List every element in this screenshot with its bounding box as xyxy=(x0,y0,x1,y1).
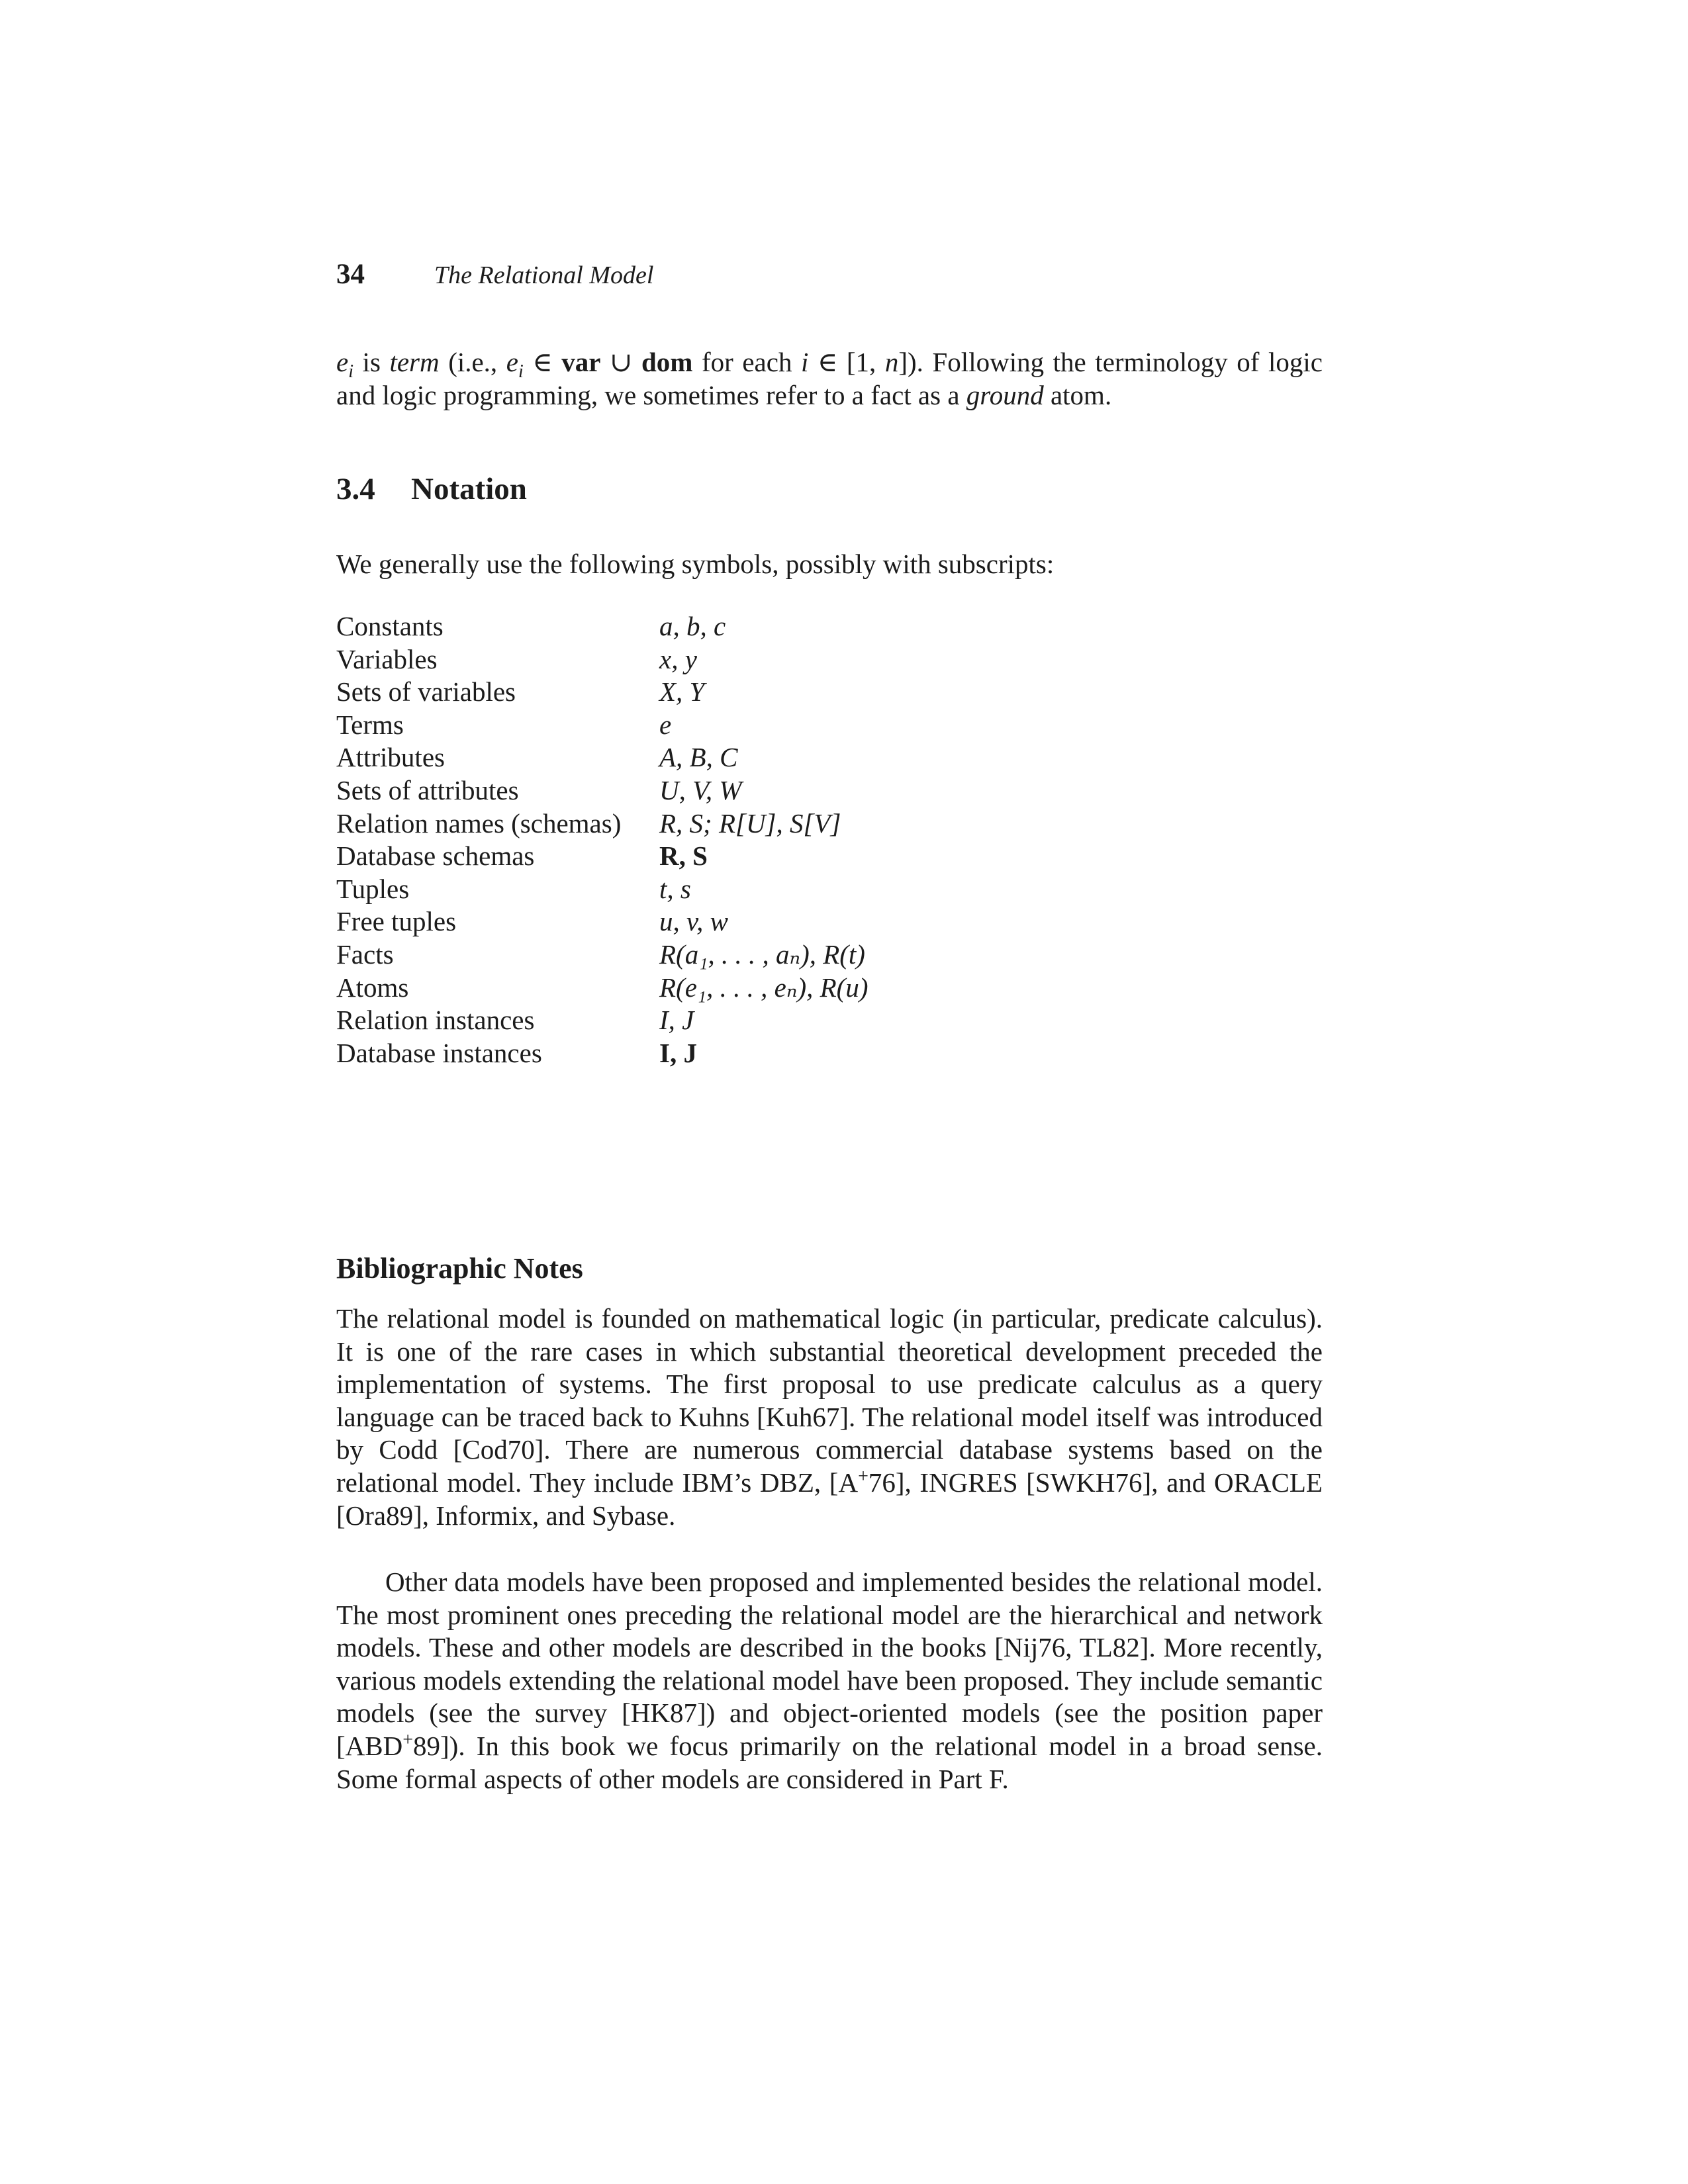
math-n: n xyxy=(884,347,899,377)
notation-symbol: X, Y xyxy=(659,676,705,707)
notation-label: Tuples xyxy=(336,873,410,904)
notation-label: Relation names (schemas) xyxy=(336,807,622,839)
math-subscript-i: i xyxy=(348,361,353,383)
section-title: Notation xyxy=(411,472,527,506)
union-symbol: ∪ xyxy=(600,347,641,377)
notation-label: Database schemas xyxy=(336,841,535,872)
dom-keyword: dom xyxy=(641,347,693,377)
math-subscript-i-2: i xyxy=(518,361,524,383)
bib-p1-text-b: 76], INGRES [SWKH76], and ORACLE [Ora89], Informix, and Sybase. xyxy=(336,1467,1323,1531)
bib-p1-superscript: + xyxy=(858,1466,868,1487)
section-heading xyxy=(336,471,527,507)
notation-label: Terms xyxy=(336,709,404,740)
notation-label: Facts xyxy=(336,938,394,970)
notation-label: Free tuples xyxy=(336,906,457,937)
math-e-2: e xyxy=(506,347,518,377)
bib-p2-text-b: 89]). In this book we focus primarily on the relational model in a broad sense. Some formal aspects of other models are considered in Part F. xyxy=(336,1730,1323,1794)
intro-text-atom: atom. xyxy=(1043,379,1112,410)
notation-symbol: A, B, C xyxy=(659,742,738,773)
bib-p1-text-a: The relational model is founded on mathematical logic (in particular, predicate calculus). It is one of the rare cases in which substantial theoretical development preceded the implementation of systems. The first proposal to use predicate calculus as a query language can be traced back to Kuhns [Kuh67]. The relational model itself was introduced by Codd [Cod70]. There are numerous commercial database systems based on the relational model. They include IBM’s DBZ, [A xyxy=(336,1303,1323,1498)
notation-symbol: u, v, w xyxy=(659,906,729,937)
intro-text-ie: (i.e., xyxy=(439,347,506,377)
running-head xyxy=(336,258,653,291)
notation-symbol: t, s xyxy=(659,873,691,904)
element-of-symbol: ∈ xyxy=(523,347,562,377)
intro-text-rest: ]). Following the terminology of logic and logic programming, we sometimes refer to a fact as a xyxy=(336,347,1323,410)
term-emphasis: term xyxy=(389,347,440,377)
running-title: The Relational Model xyxy=(434,261,654,289)
page-number: 34 xyxy=(336,259,365,290)
notation-label: Atoms xyxy=(336,972,409,1003)
interval-start: ∈ [1, xyxy=(808,347,885,377)
notation-label: Relation instances xyxy=(336,1005,535,1036)
notation-symbol: I, J xyxy=(659,1037,697,1068)
notation-symbol: R(e₁, . . . , eₙ), R(u) xyxy=(659,972,868,1003)
notation-symbol: R, S xyxy=(659,841,708,872)
notation-label: Sets of variables xyxy=(336,676,516,707)
var-keyword: var xyxy=(561,347,601,377)
notation-symbol: x, y xyxy=(659,643,697,674)
notation-label: Variables xyxy=(336,643,438,674)
notation-label: Constants xyxy=(336,611,444,641)
bibliographic-paragraph-1 xyxy=(336,1302,1323,1532)
math-i: i xyxy=(801,347,809,377)
intro-paragraph xyxy=(336,346,1323,412)
math-e: e xyxy=(336,347,349,377)
section-number: 3.4 xyxy=(336,472,375,506)
notation-symbol: e xyxy=(659,709,672,740)
notation-label: Attributes xyxy=(336,742,445,773)
intro-text-is: is xyxy=(353,347,390,377)
bib-p2-superscript: + xyxy=(402,1729,414,1751)
ground-emphasis: ground xyxy=(966,379,1044,410)
notation-symbol: R, S; R[U], S[V] xyxy=(659,807,841,839)
notation-label: Database instances xyxy=(336,1037,542,1068)
bibliographic-notes-heading: Bibliographic Notes xyxy=(336,1252,583,1285)
notation-lead-text: We generally use the following symbols, possibly with subscripts: xyxy=(336,549,1055,579)
notation-symbol: I, J xyxy=(659,1005,694,1036)
notation-symbol: U, V, W xyxy=(659,774,742,805)
notation-symbol: a, b, c xyxy=(659,611,726,641)
notation-label: Sets of attributes xyxy=(336,774,519,805)
notation-symbol: R(a₁, . . . , aₙ), R(t) xyxy=(659,938,865,970)
bib-p2-text-a: Other data models have been proposed and implemented besides the relational model. The most prominent ones preceding the relational model are the hierarchical and network models. These and other models are described in the books [Nij76, TL82]. More recently, various models extending the relational model have been proposed. They include semantic models (see the survey [HK87]) and object-oriented models (see the position paper [ABD xyxy=(336,1567,1323,1761)
bibliographic-paragraph-2 xyxy=(336,1566,1323,1796)
intro-text-for-each: for each xyxy=(692,347,802,377)
